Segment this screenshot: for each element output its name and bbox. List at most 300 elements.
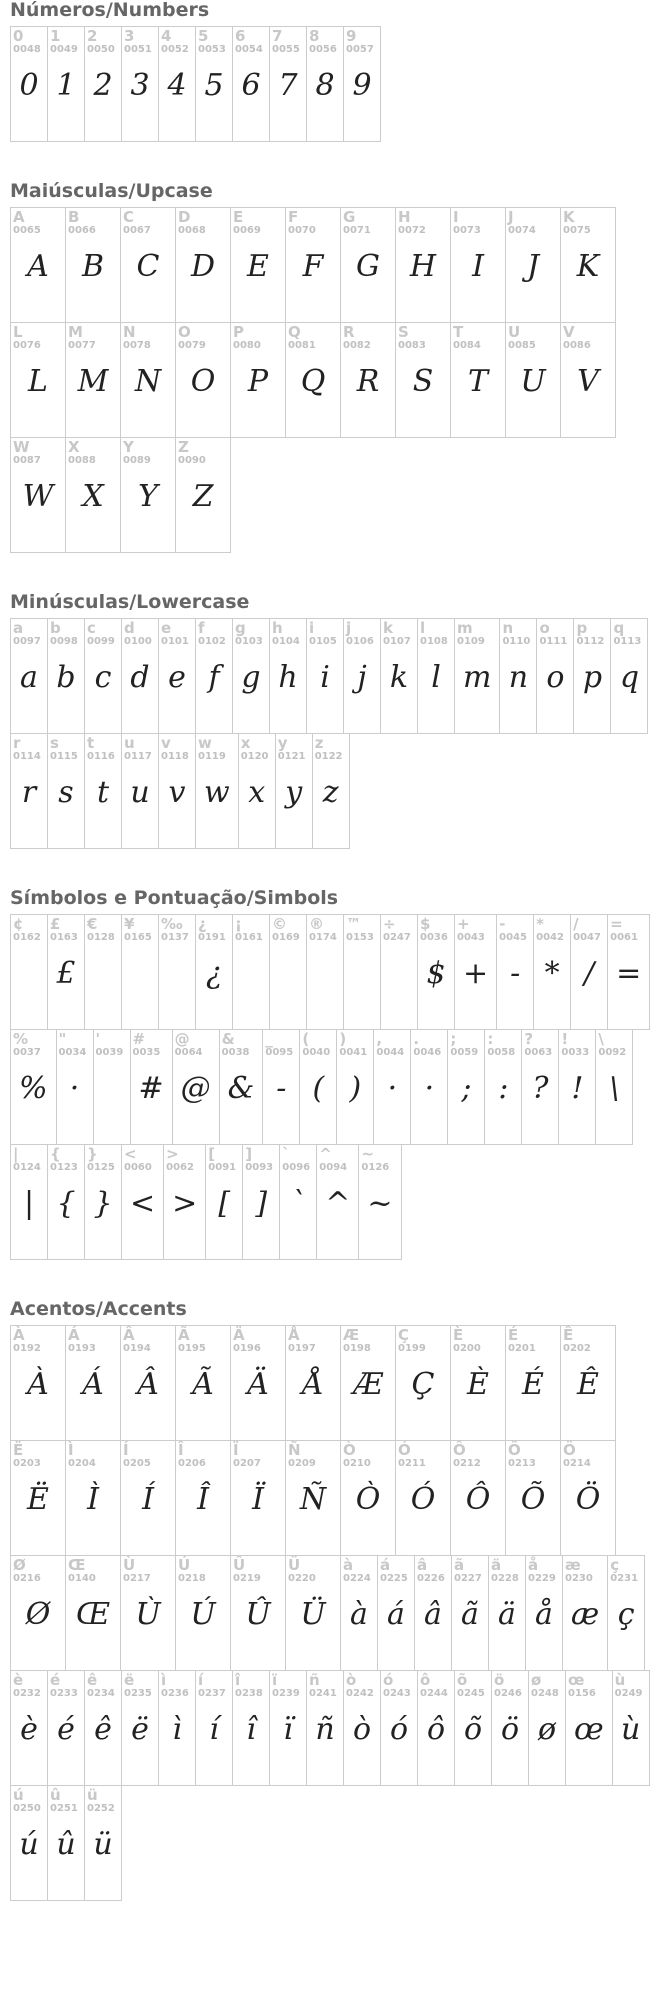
glyph-preview: > bbox=[172, 1186, 198, 1221]
glyph-preview: K bbox=[576, 249, 600, 284]
char-code: 0165 bbox=[124, 932, 152, 943]
glyph-cell bbox=[343, 914, 381, 1030]
char-code: 0079 bbox=[178, 340, 206, 351]
char-label: { bbox=[50, 1145, 61, 1163]
glyph-cell bbox=[10, 26, 48, 142]
char-label: | bbox=[13, 1145, 19, 1163]
glyph-cell bbox=[232, 914, 270, 1030]
char-label: ® bbox=[309, 915, 324, 933]
glyph-cell bbox=[47, 1670, 85, 1786]
char-code: 0081 bbox=[288, 340, 316, 351]
glyph-cell bbox=[47, 618, 85, 734]
char-label: # bbox=[132, 1030, 146, 1048]
glyph-cell bbox=[414, 1555, 452, 1671]
char-label: k bbox=[383, 619, 393, 637]
char-code: 0046 bbox=[413, 1047, 442, 1058]
glyph-preview bbox=[383, 944, 415, 1004]
glyph-cell bbox=[158, 914, 196, 1030]
glyph-preview: | bbox=[23, 1186, 35, 1221]
glyph-cell bbox=[395, 207, 451, 323]
glyph-cell bbox=[10, 1440, 66, 1556]
char-code: 0110 bbox=[502, 636, 531, 647]
glyph-cell bbox=[417, 1670, 455, 1786]
glyph-preview: E bbox=[247, 249, 269, 284]
char-code: 0092 bbox=[598, 1047, 627, 1058]
glyph-cell bbox=[380, 1670, 418, 1786]
glyph-preview: - bbox=[510, 956, 521, 991]
char-code: 0108 bbox=[420, 636, 448, 647]
glyph-cell bbox=[230, 207, 286, 323]
glyph-preview: p bbox=[582, 660, 603, 695]
char-label: U bbox=[508, 323, 521, 341]
char-label: Ø bbox=[13, 1556, 26, 1574]
glyph-cell bbox=[560, 1440, 616, 1556]
char-code: 0213 bbox=[508, 1458, 536, 1469]
glyph-preview: < bbox=[130, 1186, 156, 1221]
char-label: V bbox=[563, 323, 575, 341]
char-label: v bbox=[161, 734, 171, 752]
char-code: 0100 bbox=[124, 636, 152, 647]
char-code: 0098 bbox=[50, 636, 78, 647]
glyph-cell bbox=[121, 1144, 164, 1260]
glyph-cell bbox=[10, 914, 48, 1030]
char-code: 0075 bbox=[563, 225, 591, 236]
glyph-preview: Õ bbox=[520, 1482, 546, 1517]
char-code: 0117 bbox=[124, 751, 152, 762]
glyph-cell bbox=[230, 1325, 286, 1441]
glyph-cell bbox=[560, 1325, 616, 1441]
glyph-preview: W bbox=[22, 479, 54, 514]
char-label: ç bbox=[610, 1556, 620, 1574]
glyph-preview: ø bbox=[537, 1712, 557, 1747]
glyph-cell bbox=[536, 618, 574, 734]
glyph-cell bbox=[269, 618, 307, 734]
char-code: 0070 bbox=[288, 225, 316, 236]
glyph-preview: ú bbox=[19, 1827, 39, 1862]
char-code: 0137 bbox=[161, 932, 189, 943]
glyph-cell bbox=[175, 207, 231, 323]
glyph-preview: · bbox=[387, 1071, 398, 1106]
glyph-preview: I bbox=[472, 249, 484, 284]
char-label: Í bbox=[123, 1441, 129, 1459]
glyph-preview: y bbox=[285, 775, 303, 810]
glyph-cell bbox=[451, 1555, 489, 1671]
glyph-preview: w bbox=[204, 775, 230, 810]
char-label: Œ bbox=[68, 1556, 86, 1574]
glyph-cell bbox=[175, 322, 231, 438]
char-label: ‰ bbox=[161, 915, 183, 933]
char-label: C bbox=[123, 208, 135, 226]
glyph-cell bbox=[10, 1144, 48, 1260]
glyph-cell bbox=[195, 914, 233, 1030]
section-title: Maiúsculas/Upcase bbox=[10, 180, 213, 202]
char-code: 0069 bbox=[233, 225, 261, 236]
glyph-cell bbox=[570, 914, 608, 1030]
char-label: Ó bbox=[398, 1441, 411, 1459]
glyph-cell bbox=[454, 1670, 492, 1786]
char-label: E bbox=[233, 208, 244, 226]
char-label: £ bbox=[50, 915, 61, 933]
glyph-preview bbox=[13, 944, 45, 1004]
glyph-preview: 2 bbox=[93, 68, 113, 103]
char-code: 0194 bbox=[123, 1343, 151, 1354]
glyph-preview: f bbox=[208, 660, 220, 695]
glyph-preview: H bbox=[409, 249, 437, 284]
glyph-cell bbox=[84, 914, 122, 1030]
glyph-cell bbox=[410, 1029, 448, 1145]
char-label: p bbox=[576, 619, 588, 637]
glyph-cell bbox=[343, 618, 381, 734]
char-code: 0057 bbox=[346, 44, 374, 55]
section-title: Acentos/Accents bbox=[10, 1298, 187, 1320]
glyph-cell bbox=[285, 207, 341, 323]
char-code: 0198 bbox=[343, 1343, 371, 1354]
glyph-preview: É bbox=[522, 1367, 544, 1402]
glyph-cell bbox=[230, 1440, 286, 1556]
char-label: 9 bbox=[346, 27, 357, 45]
char-code: 0113 bbox=[613, 636, 642, 647]
glyph-cell bbox=[242, 1144, 280, 1260]
glyph-cell bbox=[573, 618, 611, 734]
glyph-preview: Í bbox=[142, 1482, 154, 1517]
glyph-cell bbox=[312, 733, 350, 849]
char-code: 0231 bbox=[610, 1573, 639, 1584]
char-code: 0089 bbox=[123, 455, 151, 466]
char-code: 0229 bbox=[528, 1573, 556, 1584]
glyph-preview: Ú bbox=[190, 1597, 216, 1632]
char-label: O bbox=[178, 323, 191, 341]
glyph-cell bbox=[232, 1670, 270, 1786]
char-code: 0090 bbox=[178, 455, 206, 466]
char-code: 0210 bbox=[343, 1458, 371, 1469]
char-label: I bbox=[453, 208, 459, 226]
glyph-cell bbox=[120, 437, 176, 553]
char-code: 0087 bbox=[13, 455, 41, 466]
char-code: 0124 bbox=[13, 1162, 41, 1173]
glyph-preview bbox=[235, 944, 267, 1004]
glyph-preview: œ bbox=[574, 1712, 604, 1747]
glyph-cell bbox=[377, 1555, 415, 1671]
char-code: 0140 bbox=[68, 1573, 96, 1584]
char-code: 0169 bbox=[272, 932, 300, 943]
char-code: 0128 bbox=[87, 932, 115, 943]
char-label: Ü bbox=[288, 1556, 301, 1574]
glyph-cell bbox=[607, 914, 650, 1030]
char-label: ã bbox=[454, 1556, 465, 1574]
char-code: 0224 bbox=[343, 1573, 371, 1584]
char-label: ] bbox=[245, 1145, 253, 1163]
char-code: 0228 bbox=[491, 1573, 519, 1584]
glyph-cell bbox=[121, 733, 159, 849]
char-code: 0054 bbox=[235, 44, 263, 55]
glyph-preview: ç bbox=[617, 1597, 635, 1632]
char-label: É bbox=[508, 1326, 519, 1344]
glyph-cell bbox=[158, 618, 196, 734]
char-code: 0225 bbox=[380, 1573, 408, 1584]
char-code: 0104 bbox=[272, 636, 300, 647]
glyph-preview: È bbox=[467, 1367, 489, 1402]
glyph-cell bbox=[47, 1144, 85, 1260]
glyph-preview: Ç bbox=[411, 1367, 435, 1402]
glyph-preview: ¿ bbox=[205, 956, 223, 991]
glyph-cell bbox=[10, 322, 66, 438]
glyph-cell bbox=[373, 1029, 411, 1145]
glyph-cell bbox=[175, 1555, 231, 1671]
char-code: 0123 bbox=[50, 1162, 78, 1173]
glyph-cell bbox=[10, 1785, 48, 1901]
char-code: 0244 bbox=[420, 1688, 448, 1699]
char-code: 0095 bbox=[265, 1047, 294, 1058]
glyph-preview: 6 bbox=[241, 68, 261, 103]
glyph-cell bbox=[560, 207, 616, 323]
glyph-cell bbox=[121, 618, 159, 734]
char-code: 0082 bbox=[343, 340, 371, 351]
char-label: 2 bbox=[87, 27, 98, 45]
char-label: n bbox=[502, 619, 514, 637]
glyph-cell bbox=[175, 1440, 231, 1556]
char-label: d bbox=[124, 619, 135, 637]
glyph-cell bbox=[47, 914, 85, 1030]
glyph-preview: Â bbox=[137, 1367, 159, 1402]
glyph-preview: h bbox=[278, 660, 298, 695]
glyph-preview: b bbox=[56, 660, 76, 695]
char-label: y bbox=[277, 734, 288, 752]
char-label: Å bbox=[288, 1326, 300, 1344]
char-code: 0199 bbox=[398, 1343, 426, 1354]
char-code: 0122 bbox=[314, 751, 343, 762]
char-label: r bbox=[13, 734, 21, 752]
glyph-cell bbox=[120, 1440, 176, 1556]
glyph-preview bbox=[87, 944, 119, 1004]
glyph-cell bbox=[10, 733, 48, 849]
char-code: 0232 bbox=[13, 1688, 41, 1699]
glyph-cell bbox=[158, 733, 196, 849]
char-code: 0083 bbox=[398, 340, 426, 351]
char-label: œ bbox=[568, 1671, 585, 1689]
section bbox=[0, 1299, 661, 1900]
glyph-cell bbox=[93, 1029, 131, 1145]
glyph-preview: · bbox=[424, 1071, 435, 1106]
glyph-preview: : bbox=[498, 1071, 509, 1106]
glyph-preview: 4 bbox=[167, 68, 187, 103]
char-code: 0047 bbox=[573, 932, 601, 943]
char-code: 0080 bbox=[233, 340, 261, 351]
glyph-grid bbox=[10, 26, 661, 141]
glyph-grid bbox=[10, 618, 661, 848]
char-label: 6 bbox=[235, 27, 246, 45]
glyph-preview: ó bbox=[389, 1712, 409, 1747]
char-code: 0042 bbox=[536, 932, 564, 943]
glyph-grid bbox=[10, 207, 661, 552]
glyph-preview: Ï bbox=[252, 1482, 264, 1517]
glyph-cell bbox=[499, 618, 537, 734]
glyph-cell bbox=[285, 1440, 341, 1556]
glyph-cell bbox=[450, 322, 506, 438]
char-code: 0043 bbox=[457, 932, 485, 943]
glyph-preview: X bbox=[82, 479, 104, 514]
char-label: À bbox=[13, 1326, 25, 1344]
char-code: 0048 bbox=[13, 44, 41, 55]
glyph-preview: 0 bbox=[19, 68, 39, 103]
char-label: - bbox=[499, 915, 506, 933]
char-label: S bbox=[398, 323, 409, 341]
glyph-preview: ` bbox=[290, 1186, 306, 1221]
glyph-cell bbox=[84, 618, 122, 734]
char-label: / bbox=[573, 915, 579, 933]
glyph-preview: / bbox=[584, 956, 595, 991]
char-label: Ä bbox=[233, 1326, 245, 1344]
char-label: ù bbox=[614, 1671, 626, 1689]
glyph-cell bbox=[340, 207, 396, 323]
char-code: 0206 bbox=[178, 1458, 206, 1469]
glyph-preview: Ô bbox=[465, 1482, 491, 1517]
char-label: Â bbox=[123, 1326, 135, 1344]
glyph-preview: ~ bbox=[367, 1186, 393, 1221]
char-label: b bbox=[50, 619, 61, 637]
char-label: € bbox=[87, 915, 98, 933]
glyph-preview: } bbox=[93, 1186, 113, 1221]
char-label: é bbox=[50, 1671, 61, 1689]
char-code: 0067 bbox=[123, 225, 151, 236]
char-label: t bbox=[87, 734, 95, 752]
char-label: Ê bbox=[563, 1326, 574, 1344]
glyph-preview: * bbox=[544, 956, 560, 991]
glyph-preview: v bbox=[168, 775, 186, 810]
char-code: 0040 bbox=[302, 1047, 331, 1058]
char-label: ^ bbox=[319, 1145, 332, 1163]
glyph-preview: + bbox=[463, 956, 489, 991]
char-code: 0191 bbox=[198, 932, 226, 943]
char-code: 0091 bbox=[208, 1162, 237, 1173]
glyph-preview: î bbox=[246, 1712, 256, 1747]
glyph-cell bbox=[230, 322, 286, 438]
glyph-cell bbox=[47, 733, 85, 849]
char-label: Ù bbox=[123, 1556, 136, 1574]
char-label: F bbox=[288, 208, 299, 226]
char-code: 0101 bbox=[161, 636, 189, 647]
glyph-preview: å bbox=[535, 1597, 553, 1632]
char-code: 0242 bbox=[346, 1688, 374, 1699]
glyph-cell bbox=[306, 26, 344, 142]
char-label: Û bbox=[233, 1556, 246, 1574]
char-code: 0088 bbox=[68, 455, 96, 466]
char-code: 0034 bbox=[58, 1047, 87, 1058]
glyph-preview: ê bbox=[94, 1712, 112, 1747]
char-code: 0063 bbox=[524, 1047, 553, 1058]
char-label: ¢ bbox=[13, 915, 24, 933]
char-code: 0065 bbox=[13, 225, 41, 236]
glyph-preview: r bbox=[21, 775, 37, 810]
char-code: 0106 bbox=[346, 636, 374, 647]
char-label: c bbox=[87, 619, 96, 637]
char-label: ö bbox=[494, 1671, 505, 1689]
glyph-cell bbox=[163, 1144, 206, 1260]
char-label: ñ bbox=[309, 1671, 320, 1689]
char-code: 0111 bbox=[539, 636, 568, 647]
char-code: 0085 bbox=[508, 340, 536, 351]
glyph-preview: è bbox=[20, 1712, 38, 1747]
char-label: B bbox=[68, 208, 80, 226]
char-label: + bbox=[457, 915, 470, 933]
glyph-preview: Ò bbox=[355, 1482, 381, 1517]
char-code: 0084 bbox=[453, 340, 481, 351]
glyph-cell bbox=[447, 1029, 485, 1145]
char-label: * bbox=[536, 915, 544, 933]
glyph-cell bbox=[130, 1029, 173, 1145]
char-label: u bbox=[124, 734, 135, 752]
glyph-preview: í bbox=[209, 1712, 219, 1747]
glyph-preview: & bbox=[227, 1071, 255, 1106]
glyph-preview: U bbox=[520, 364, 546, 399]
glyph-cell bbox=[607, 1555, 645, 1671]
glyph-preview: R bbox=[356, 364, 380, 399]
glyph-cell bbox=[450, 1325, 506, 1441]
char-label: e bbox=[161, 619, 172, 637]
char-code: 0107 bbox=[383, 636, 411, 647]
glyph-preview: 3 bbox=[130, 68, 150, 103]
char-label: ¿ bbox=[198, 915, 207, 933]
glyph-preview: ; bbox=[461, 1071, 472, 1106]
char-label: Ú bbox=[178, 1556, 191, 1574]
glyph-preview: ä bbox=[498, 1597, 516, 1632]
glyph-preview: Ã bbox=[192, 1367, 214, 1402]
glyph-preview: ï bbox=[283, 1712, 293, 1747]
glyph-cell bbox=[417, 618, 455, 734]
glyph-preview: k bbox=[389, 660, 409, 695]
glyph-preview: â bbox=[424, 1597, 442, 1632]
glyph-cell bbox=[121, 1670, 159, 1786]
glyph-preview: T bbox=[467, 364, 488, 399]
char-label: g bbox=[235, 619, 246, 637]
char-label: Ë bbox=[13, 1441, 24, 1459]
glyph-preview: ü bbox=[93, 1827, 113, 1862]
glyph-cell bbox=[533, 914, 571, 1030]
char-label: G bbox=[343, 208, 356, 226]
section bbox=[0, 888, 661, 1259]
char-label: Á bbox=[68, 1326, 80, 1344]
glyph-preview: Q bbox=[300, 364, 326, 399]
char-code: 0219 bbox=[233, 1573, 261, 1584]
char-code: 0211 bbox=[398, 1458, 426, 1469]
glyph-preview: % bbox=[19, 1071, 48, 1106]
glyph-cell bbox=[484, 1029, 522, 1145]
char-code: 0193 bbox=[68, 1343, 96, 1354]
char-label: P bbox=[233, 323, 244, 341]
char-code: 0197 bbox=[288, 1343, 316, 1354]
glyph-preview: Ë bbox=[27, 1482, 49, 1517]
char-code: 0112 bbox=[576, 636, 605, 647]
char-label: ê bbox=[87, 1671, 98, 1689]
glyph-cell bbox=[395, 1325, 451, 1441]
char-label: Ã bbox=[178, 1326, 190, 1344]
char-code: 0192 bbox=[13, 1343, 41, 1354]
glyph-cell bbox=[275, 733, 313, 849]
char-code: 0161 bbox=[235, 932, 263, 943]
glyph-preview: Ä bbox=[247, 1367, 269, 1402]
char-label: \ bbox=[598, 1030, 604, 1048]
char-code: 0118 bbox=[161, 751, 189, 762]
glyph-preview: n bbox=[508, 660, 529, 695]
glyph-cell bbox=[158, 26, 196, 142]
char-code: 0237 bbox=[198, 1688, 226, 1699]
glyph-preview: Œ bbox=[75, 1597, 111, 1632]
glyph-cell bbox=[306, 618, 344, 734]
glyph-cell bbox=[269, 914, 307, 1030]
char-code: 0235 bbox=[124, 1688, 152, 1699]
char-code: 0203 bbox=[13, 1458, 41, 1469]
glyph-preview: ã bbox=[461, 1597, 479, 1632]
char-label: ~ bbox=[361, 1145, 374, 1163]
